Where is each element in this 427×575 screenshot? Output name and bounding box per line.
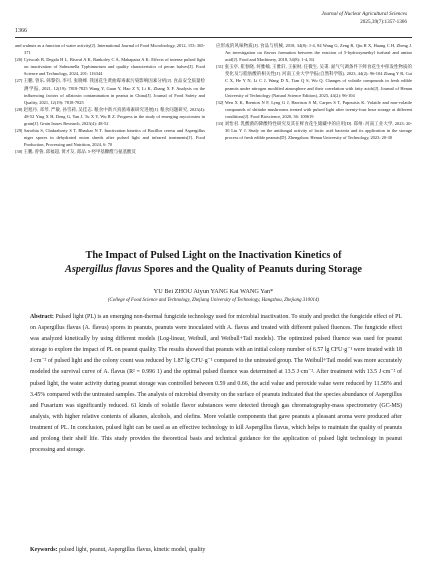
- keywords: [30, 545, 402, 556]
- abstract: [30, 312, 402, 456]
- article-title: [20, 249, 407, 276]
- keywords-text: pulsed light, peanut, Aspergillus flavus, kinetic model, quality: [58, 547, 206, 553]
- reference-item: [31] 张玉亭, 崔春晓, 何雅楠, 王雅轩, 王振财, 任微生, 吴秉. 氮气气调条件下鲜食花生中挥发性物质的变化及与脂肪酸的相关性[J]. 河南工业大学学报(自然科学版), 2023, 44(2): 96-104 Zhang Y R, Cui C X, He Y N, Li C J, Wang D X, Tian Q S, Wu Q. Changes of volatile compounds in fresh edible peanuts under nitrogen modified atmosphere and their correlation with fatty acids[J]. Journal of Henan University of Technology (Natural Science Edition), 2023, 44(2): 96-104: [216, 64, 412, 98]
- affiliation: (College of Food Science and Technology, Zhejiang University of Technology, Hangzhou, Zhejiang 310014): [107, 298, 320, 303]
- reference-item: [30] 王鹏, 曾鲁, 邱福超, 黄才友, 郑品. 5-羟甲基糠醛与氨基酸反: [15, 149, 136, 155]
- page-number: 1366: [15, 28, 27, 34]
- references-right-column: [216, 42, 412, 141]
- volume-info: 2025,39(7):1357-1366: [360, 19, 407, 25]
- title-part-1: The Impact of Pulsed Light on the Inactivation Kinetics of: [85, 250, 342, 261]
- abstract-label: Abstract:: [30, 314, 54, 320]
- title-part-2: Spores and the Quality of Peanuts during Storage: [141, 263, 363, 275]
- title-organism: Aspergillus flavus: [64, 263, 142, 275]
- keywords-label: Keywords:: [30, 547, 58, 553]
- reference-item: [32] Wen X K, Brenton N F, Lyng G J, Harrison S M, Carpes S T, Papoutsis K. Volatile and non-volatile compounds of shiitake mushrooms treated with pulsed light after twenty-four hour storage at different conditions[J]. Food Bioscience, 2020, 36: 100619: [216, 99, 412, 119]
- reference-item: 应形成的风味物质[J]. 食品与机械, 2018, 34(8): 1-4, 84 Wang G, Zeng R, Qiu R X, Huang C H, Zheng J. An investigation on flavors formation between the reaction of 5-hydroxymethyl furfural and amino acid[J]. Food and Machinery, 2018, 34(8): 1-4, 84: [216, 43, 412, 63]
- references-left-column: [15, 42, 205, 156]
- header-rule: [15, 37, 412, 38]
- journal-name: Journal of Nuclear Agricultural Sciences: [321, 11, 407, 17]
- reference-item: [29] Sarothia S, Chakraborty S T, Bhaskar N T. Inactivation kinetics of Bacillus cereus and Aspergillus niger spores in dehydrated onion shreds after pulsed light and infrared treatments[J]. Food Production, Processing and Nutrition, 2024, 6: 70: [15, 128, 205, 148]
- reference-item: [26] Cyiwcah B, Degala H L, Biswal A K, Bankoley C A, Mahapatra A K. Effects of intense pulsed light on inactivation of Salmonella Typhimurium and quality characteristics of pecan halves[J]. Food Science and Technology, 2024, 201: 116344: [15, 57, 205, 77]
- running-header: [322, 10, 408, 26]
- authors: YU Bei ZHOU Aiyun YANG Kai WANG Yan*: [153, 288, 274, 295]
- reference-item: [28] 赵旭丹, 邓琴, 严敏, 孙雪莉, 吴佳志. 粮食中新兴真菌毒素研究进展[J]. 粮食问题研究, 2023(4): 48-52 Ying X H, Deng G, Yan J, Tu X Y, Wu R Z. Progress in the study of emerging mycotoxins in grain[J]. Grain Issues Research, 2023(4): 48-52: [15, 106, 205, 127]
- abstract-text: Pulsed light (PL) is an emerging non-thermal fungicide technology used for microbial inactivation. To study and predict the fungicide effect of PL on Aspergillus flavus (A. flavus) spores in peanuts, peanuts were inoculated with A. flavus and treated with different pulsed fluences. The fungicide effect was analyzed kinetically by using different models (Log-linear, Weibull, and Weibull+Tail models). The optimized pulsed fluence was used for peanut storage to explore the impact of PL on peanut quality. The results showed that peanuts with an initial colony number of 6.57 lg CFU·g⁻¹ were treated with 18 J·cm⁻² of pulsed light and the colony count was reduced by 1.87 lg CFU·g⁻¹ compared to the untreated group. The Weibull+Tail model was more accurately modeled the survival curve of A. flavus (R² = 0.996 1) and the optimal pulsed fluence was determined at 13.5 J·cm⁻². After treatment with 13.5 J·cm⁻² of pulsed light, the water activity during peanut storage was controlled between 0.59 and 0.66, the acid value and peroxide value were reduced by 11.58% and 3.45% compared with the untreated samples. The analysis of microbial diversity on the surface of peanuts indicated that the species abundance of Aspergillus and Fusarium was significantly reduced. 61 kinds of volatile flavor substances were detected through gas chromatography-mass spectrometry (GC-MS) analysis, with higher relative contents of alkanes, alcohols, and olefins. More volatile components that gave peanuts a pleasant aroma were produced after treatment of PL. In conclusion, pulsed light can be used as an effective technology to kill Aspergillus flavus, which helps to maintain the quality of peanuts and prolong their shelf life. This study provides the theoretical basis and technical guidance for the application of pulsed light technology in peanut processing and storage.: [30, 314, 402, 454]
- reference-item: and walnuts as a function of water activity[J]. International Journal of Food Microbiology, 2012, 153: 365-371: [15, 43, 205, 56]
- reference-item: [27] 王鹏, 曾乐, 韩黎钧, 李可, 张晓峰. 我国花生黄曲霉毒素污染影响因素分析[J]. 食品安全质量检测学报, 2021, 12(19): 7818-7825 Wang Y, Guan Y, Hao Z Y, Li K, Zhang X F. Analysis on the influencing factors of aflatoxin contamination in peanut in China[J]. Journal of Food Safety and Quality, 2021, 12(19): 7818-7825: [15, 78, 205, 105]
- reference-item: [33] 刘怡君. 乳酸菌的降酸特性研究及其在鲜食花生储藏中的应用[D]. 郑州: 河南工业大学, 2023: 20-30 Liu Y J. Study on the antifungal activity of lactic acid bacteria and its application in the storage process of fresh edible peanuts[D]. Zhengzhou: Henan University of Technology, 2023: 20-30: [216, 121, 412, 141]
